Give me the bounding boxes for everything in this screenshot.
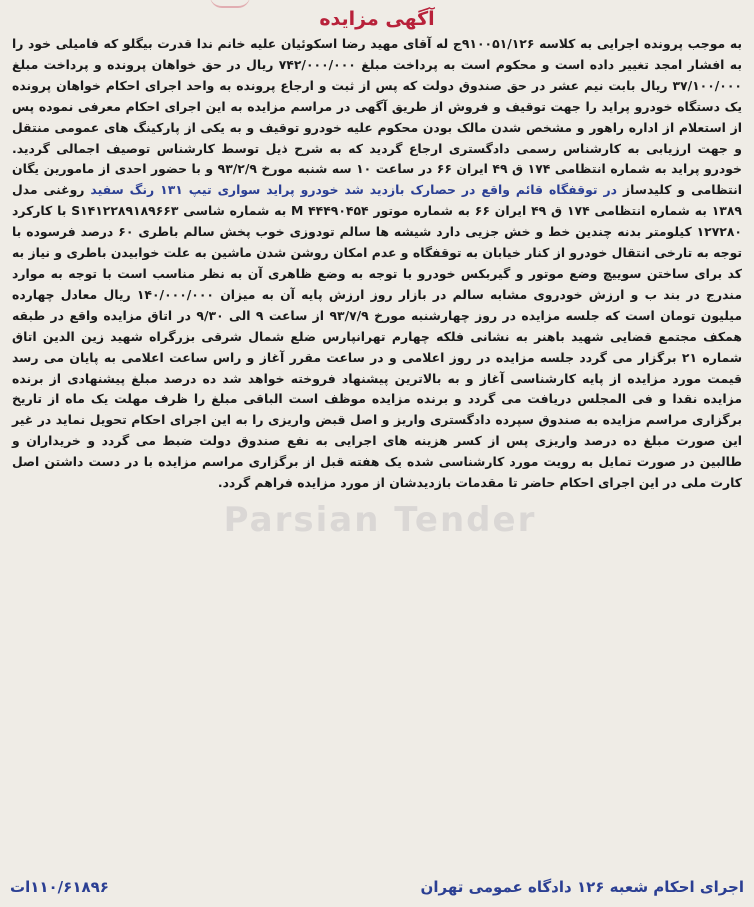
notice-title: آگهی مزایده xyxy=(319,8,435,30)
issuer-name: اجرای احکام شعبه ۱۲۶ دادگاه عمومی تهران xyxy=(420,878,744,896)
notice-body xyxy=(12,34,742,494)
notice-highlight-line: در توقفگاه قائم واقع در حصارک بازدید شد خودرو پراید سواری تیپ ۱۳۱ رنگ سفید xyxy=(90,182,618,198)
notice-footer xyxy=(10,873,744,901)
watermark: Parsian Tender xyxy=(223,500,537,540)
reference-code: ۱۱۰/۶۱۸۹۶ات xyxy=(10,878,109,896)
notice-paragraph-2: روغنی مدل ۱۳۸۹ به شماره انتظامی ۱۷۴ ق ۴۹ ایران ۶۶ به شماره موتور ۴۴۴۹۰۴۵۴ M به شماره شاسی S۱۴۱۲۲۸۹۱۸۹۶۶۳ با کارکرد ۱۲۷۲۸۰ کیلومتر بدنه چندین خط و خش جزیی دارد شیشه ها سالم تودوزی خوب پخش سالم باطری ۶۰ درصد فرسوده با توجه به تارخی انتقال خودرو از کنار خیابان به توقفگاه و عدم امکان روشن شدن ماشین به علت خوابیدن باطری و نیاز به کد برای ساختن سوییچ وضع موتور و گیربکس خودرو با توجه به وضع ظاهری آن به نظر مناسب است با توجه به موارد مندرج در بند ب و ارزش خودروی مشابه سالم در بازار روز ارزش پایه آن به میزان ۱۴۰/۰۰۰/۰۰۰ ریال معادل چهارده میلیون تومان است که جلسه مزایده در روز چهارشنبه مورخ ۹۳/۷/۹ از ساعت ۹ الی ۹/۳۰ در اتاق مزایده واقع در طبقه همکف مجتمع قضایی شهید باهنر به نشانی فلکه چهارم تهرانپارس ضلع شمال شرقی بزرگراه شهید زین الدین اتاق شماره ۲۱ برگزار می گردد جلسه مزایده در روز اعلامی و در ساعت مقرر آغاز و راس ساعت اعلامی به پایان می رسد قیمت مورد مزایده از پایه کارشناسی آغاز و به بالاترین پیشنهاد فروخته خواهد شد ده درصد مبلغ پیشنهادی از برنده مزایده نقدا و فی المجلس دریافت می گردد و برنده مزایده موظف است الباقی مبلغ را ظرف مهلت یک ماه از تاریخ برگزاری مراسم مزایده به صندوق سپرده دادگستری واریز و اصل قبض واریزی را به این اجرای احکام تحویل نماید در غیر این صورت مبلغ ده درصد واریزی پس از کسر هزینه های اجرایی به نفع صندوق دولت ضبط می گردد و خریداران و طالبین در صورت تمایل به رویت مورد کارشناسی شده یک هفته قبل از برگزاری مراسم مزایده با در دست داشتن اصل کارت ملی در این اجرای احکام حاضر تا مقدمات بازدیدشان از مورد مزایده فراهم گردد. xyxy=(12,182,743,491)
notice-paragraph-1: به موجب پرونده اجرایی به کلاسه ۹۱۰۰۵۱/۱۲۶ج له آقای مهید رضا اسکوئیان علیه خانم ندا قدرت بیگلو که فامیلی خود را به افشار امجد تغییر داده است و محکوم است به پرداخت مبلغ ۷۴۲/۰۰۰/۰۰۰ ریال در حق خواهان پرونده و پرداخت مبلغ ۳۷/۱۰۰/۰۰۰ ریال بابت نیم عشر در حق صندوق دولت که پس از ثبت و ارجاع پرونده به واحد اجرای احکام خواهان پرونده یک دستگاه خودرو پراید را جهت توقیف و فروش از طریق آگهی در مراسم مزایده به این اجرای احکام معرفی نموده پس از استعلام از اداره راهور و مشخص شدن مالک بودن محکوم علیه خودرو توقیف و به یکی از پارکینگ های عمومی منتقل و جهت ارزیابی به کارشناس رسمی دادگستری ارجاع گردید که به شرح ذیل توسط کارشناس توصیف اجمالی گردید. خودرو پراید به شماره انتظامی ۱۷۴ ق ۴۹ ایران ۶۶ در ساعت ۱۰ سه شنبه مورخ ۹۳/۲/۹ و با حضور احدی از مامورین یگان انتظامی و کلیدساز xyxy=(12,36,742,198)
